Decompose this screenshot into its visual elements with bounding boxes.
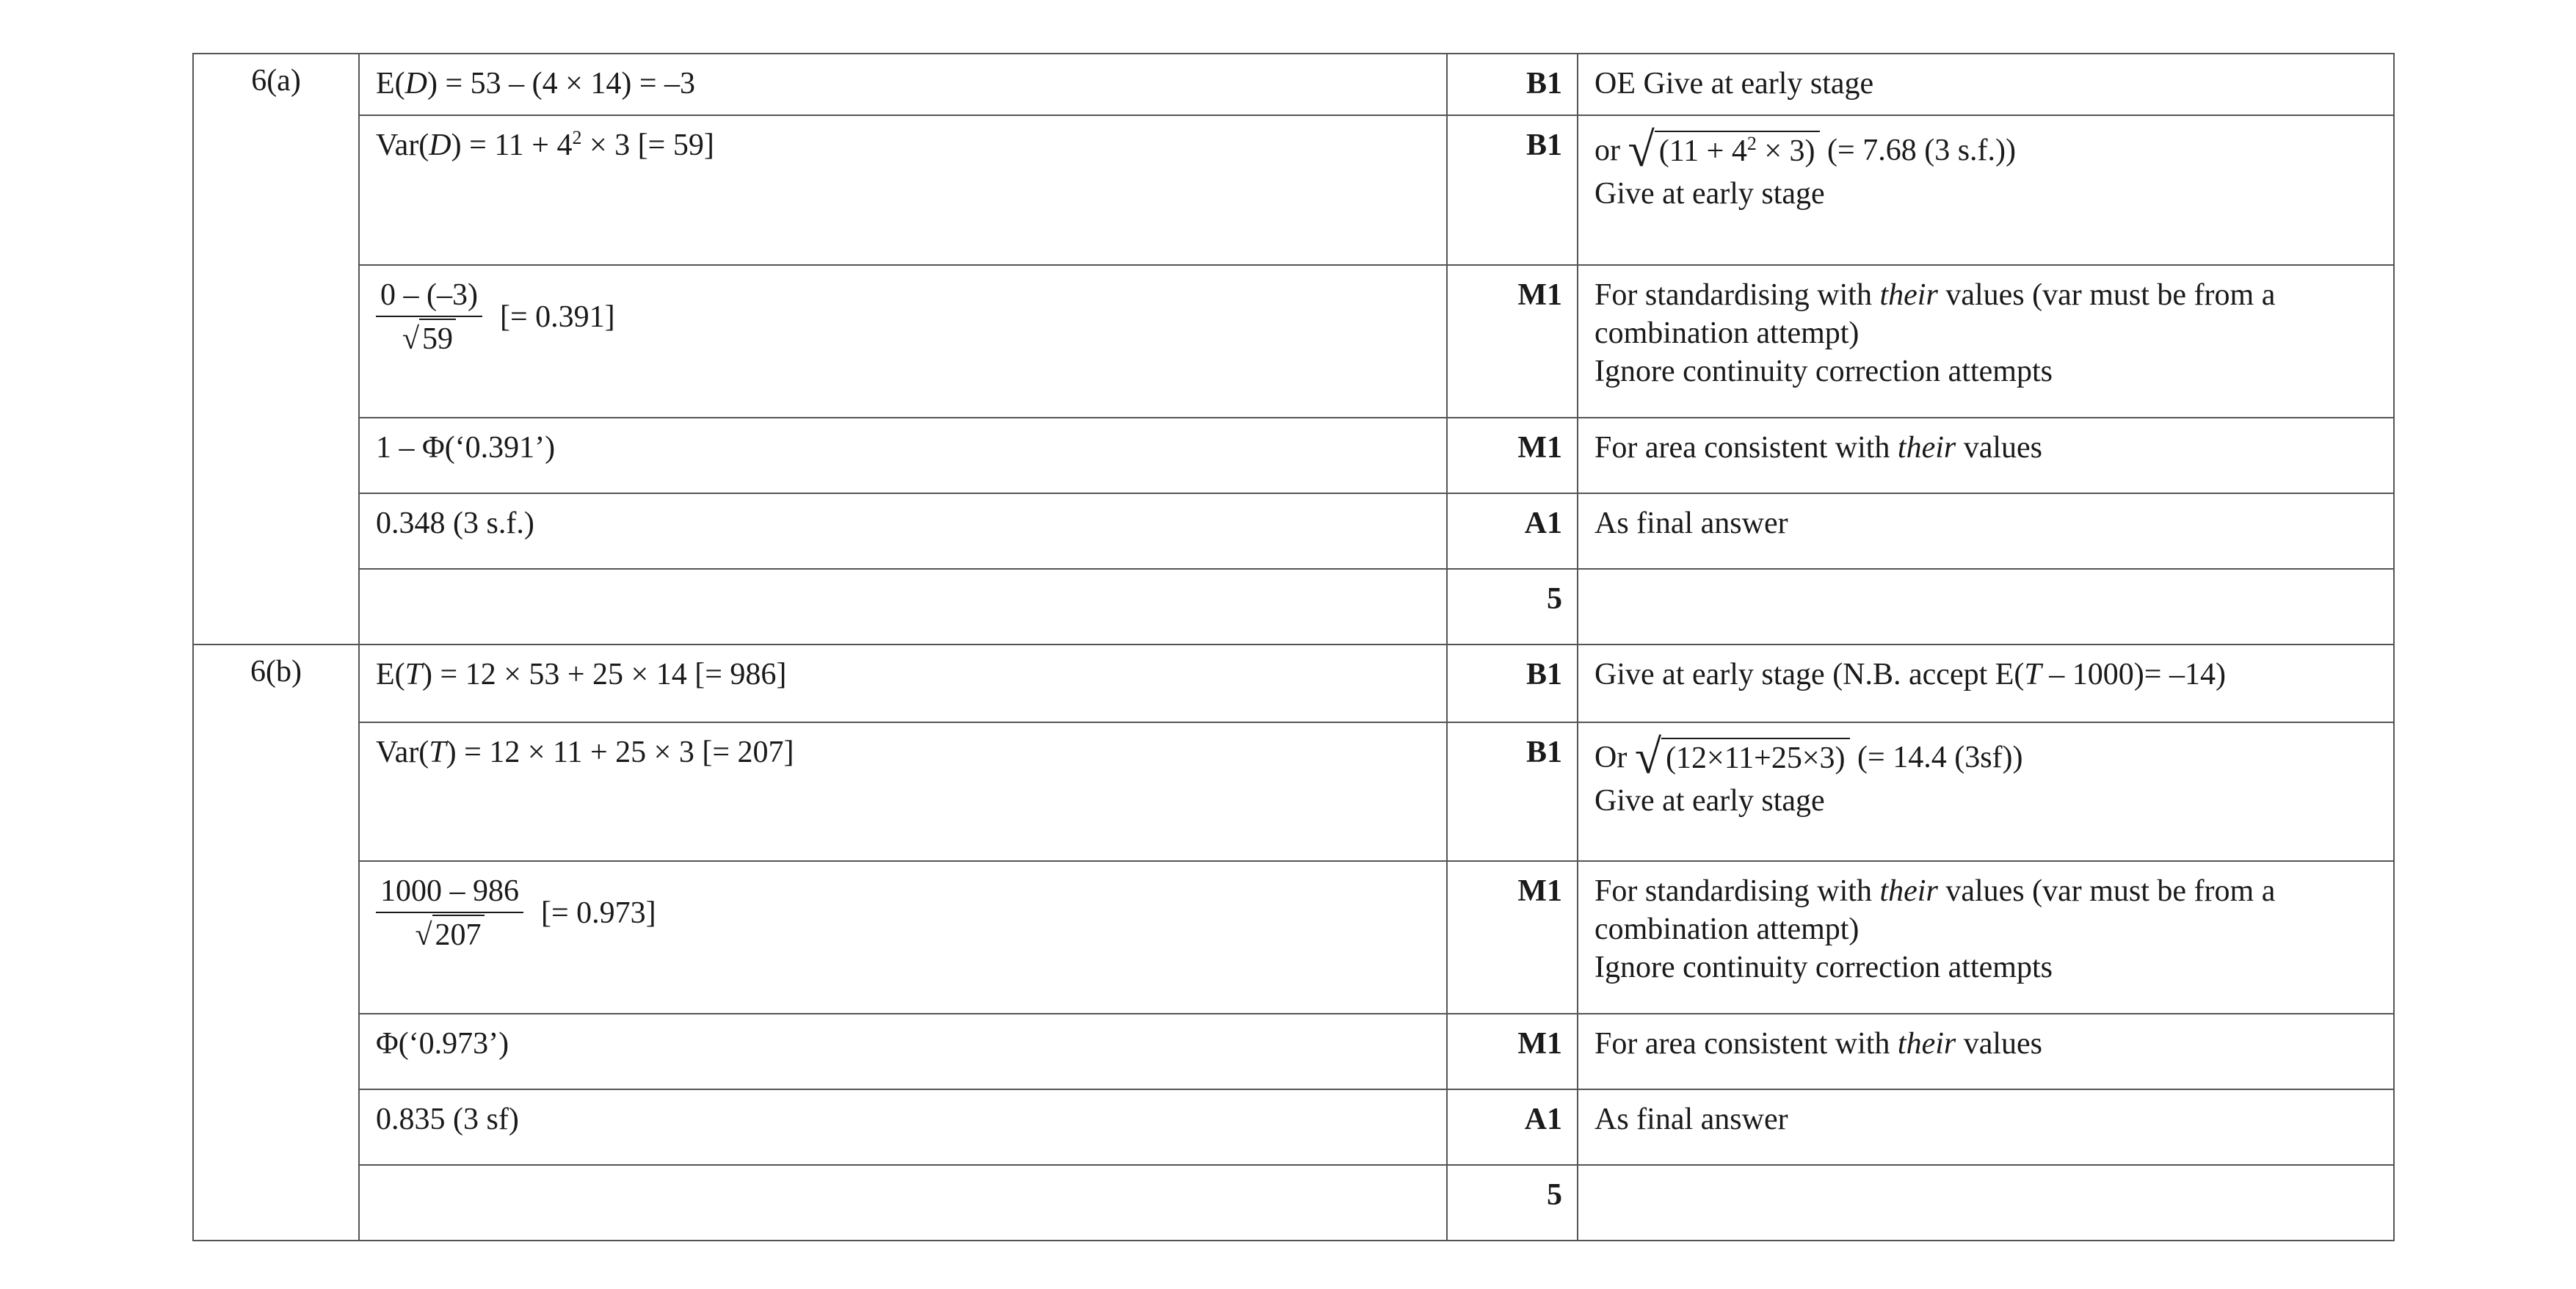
question-number: 6(b) (193, 644, 359, 1241)
guidance-cell: OE Give at early stage (1578, 54, 2394, 115)
mark-cell: M1 (1447, 418, 1578, 493)
working-cell: 1 – Φ(‘0.391’) (359, 418, 1447, 493)
fraction: $\frac{0 - (-3)}{√59}$ (376, 276, 482, 358)
square-root: √ (12×11+25×3) (1635, 733, 1850, 782)
working-cell: 0.348 (3 s.f.) (359, 493, 1447, 569)
working-cell (359, 569, 1447, 644)
guidance-cell: As final answer (1578, 1089, 2394, 1165)
table-row (193, 115, 2394, 265)
working-cell: $\frac{0 - (-3)}{√59}$ [= 0.391] (359, 265, 1447, 418)
question-number: 6(a) (193, 54, 359, 644)
working-cell: Var(T) = 12 × 11 + 25 × 3 [= 207] (359, 722, 1447, 861)
guidance-cell: Or √ (12×11+25×3) (= 14.4 (3sf)) Give at early stage (1578, 722, 2394, 861)
working-cell: E(T) = 12 × 53 + 25 × 14 [= 986] (359, 644, 1447, 722)
table-row (193, 1089, 2394, 1165)
mark-cell: B1 (1447, 54, 1578, 115)
table-row (193, 265, 2394, 418)
mark-cell: M1 (1447, 265, 1578, 418)
mark-cell: A1 (1447, 493, 1578, 569)
mark-cell: B1 (1447, 644, 1578, 722)
mark-scheme-table (192, 53, 2395, 1241)
guidance-cell: or √ $(11 + 4^2 \times 3)$ (= 7.68 (3 s.f.)) Give at early stage (1578, 115, 2394, 265)
table-row (193, 644, 2394, 722)
table-row (193, 418, 2394, 493)
total-marks: 5 (1447, 1165, 1578, 1241)
fraction: $\frac{1000 - 986}{√207}$ (376, 872, 523, 954)
square-root: √ $(11 + 4^2 \times 3)$ (1628, 126, 1820, 175)
table-row (193, 861, 2394, 1014)
guidance-cell: For area consistent with their values (1578, 418, 2394, 493)
table-row (193, 1014, 2394, 1089)
mark-cell: M1 (1447, 861, 1578, 1014)
working-cell: Φ(‘0.973’) (359, 1014, 1447, 1089)
table-row (193, 493, 2394, 569)
table-row (193, 569, 2394, 644)
table-row (193, 722, 2394, 861)
working-cell (359, 1165, 1447, 1241)
mark-cell: M1 (1447, 1014, 1578, 1089)
guidance-cell: For area consistent with their values (1578, 1014, 2394, 1089)
guidance-cell (1578, 569, 2394, 644)
guidance-cell: As final answer (1578, 493, 2394, 569)
working-cell: $Var(D) = 11 + 4^2 \times 3$ [= 59] (359, 115, 1447, 265)
total-marks: 5 (1447, 569, 1578, 644)
guidance-cell: Give at early stage (N.B. accept E(T – 1000)= –14) (1578, 644, 2394, 722)
mark-cell: A1 (1447, 1089, 1578, 1165)
working-cell: $\frac{1000 - 986}{√207}$ [= 0.973] (359, 861, 1447, 1014)
mark-cell: B1 (1447, 722, 1578, 861)
mark-cell: B1 (1447, 115, 1578, 265)
table-row (193, 1165, 2394, 1241)
table-row (193, 54, 2394, 115)
working-cell: E(D) = 53 – (4 × 14) = –3 (359, 54, 1447, 115)
guidance-cell: For standardising with their values (var must be from a combination attempt) Ignore continuity correction attempts (1578, 861, 2394, 1014)
guidance-cell: For standardising with their values (var must be from a combination attempt) Ignore continuity correction attempts (1578, 265, 2394, 418)
guidance-cell (1578, 1165, 2394, 1241)
working-cell: 0.835 (3 sf) (359, 1089, 1447, 1165)
